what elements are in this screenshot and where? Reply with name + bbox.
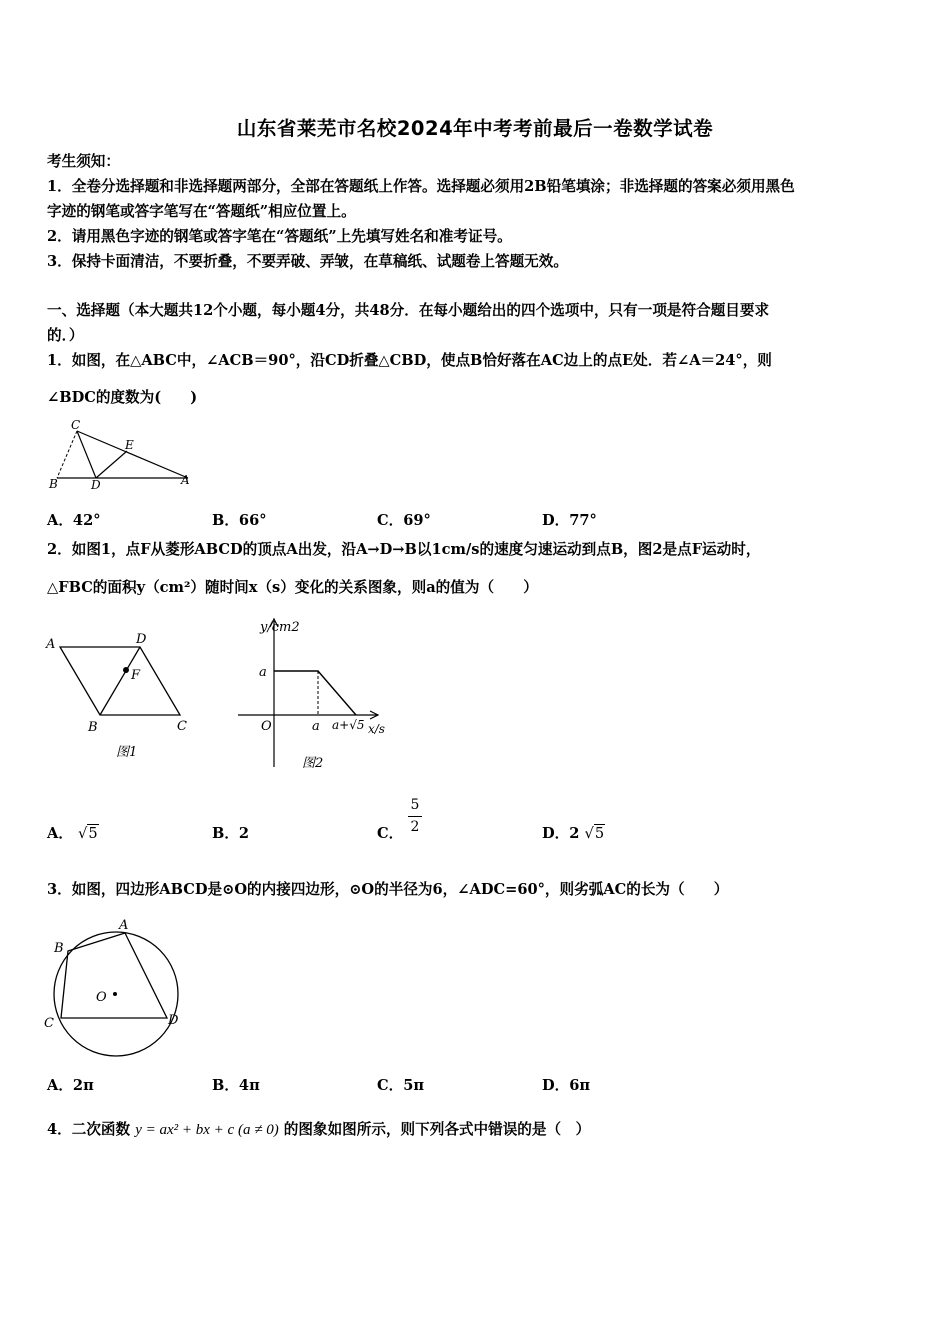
section-heading: 一、选择题（本大题共12个小题，每小题4分，共48分．在每小题给出的四个选项中，只有一项是符合题目要求 bbox=[47, 302, 770, 319]
q1-triangle-figure bbox=[45, 415, 195, 490]
q4-prefix: 4．二次函数 bbox=[47, 1121, 131, 1138]
label-d: D bbox=[136, 632, 147, 647]
segment-cb-dashed bbox=[57, 431, 77, 478]
label-a: A bbox=[181, 473, 190, 487]
q1-option-b[interactable]: B．66° bbox=[212, 512, 267, 529]
label-origin: O bbox=[261, 719, 272, 734]
q2-option-b[interactable]: B．2 bbox=[212, 825, 250, 842]
label-c: C bbox=[44, 1016, 54, 1031]
center-o bbox=[113, 992, 117, 996]
fraction-bar bbox=[408, 816, 422, 817]
notice-heading: 考生须知： bbox=[47, 153, 120, 170]
label-d: D bbox=[91, 478, 101, 490]
q2-option-d[interactable] bbox=[542, 822, 605, 843]
label-c: C bbox=[177, 719, 187, 734]
q3-stem: 3．如图，四边形ABCD是⊙O的内接四边形，⊙O的半径为6，∠ADC=60°，则劣弧AC的长为（ ） bbox=[47, 881, 729, 898]
label-c: C bbox=[71, 418, 81, 432]
q2-option-a[interactable] bbox=[47, 822, 99, 843]
q2-rhombus-figure bbox=[42, 625, 202, 765]
notice-item: 1．全卷分选择题和非选择题两部分，全部在答题纸上作答。选择题必须用2B铅笔填涂；非选择题的答案必须用黑色 bbox=[47, 178, 795, 195]
notice-item: 2．请用黑色字迹的钢笔或答字笔在“答题纸”上先填写姓名和准考证号。 bbox=[47, 228, 512, 245]
label-o: O bbox=[96, 990, 107, 1005]
label-a: A bbox=[119, 918, 129, 933]
label-a-x: a bbox=[312, 719, 320, 734]
q2-stem: 2．如图1，点F从菱形ABCD的顶点A出发，沿A→D→B以1cm/s的速度匀速运动到点B，图2是点F运动时， bbox=[47, 541, 761, 558]
area-graph-line bbox=[274, 671, 356, 715]
q2-option-c[interactable] bbox=[377, 822, 403, 843]
label-b: B bbox=[54, 941, 64, 956]
numerator: 5 bbox=[410, 797, 420, 813]
q1-stem-cont: ∠BDC的度数为( ) bbox=[47, 389, 198, 406]
option-letter: A． bbox=[47, 825, 73, 842]
q1-option-d[interactable]: D．77° bbox=[542, 512, 597, 529]
label-d: D bbox=[168, 1013, 179, 1028]
q3-option-b[interactable]: B．4π bbox=[212, 1077, 260, 1094]
q4-stem bbox=[47, 1120, 590, 1140]
label-b: B bbox=[88, 720, 98, 735]
section-heading-cont: 的．） bbox=[47, 327, 84, 344]
q3-option-d[interactable]: D．6π bbox=[542, 1077, 591, 1094]
notice-item: 3．保持卡面清洁，不要折叠，不要弄破、弄皱，在草稿纸、试题卷上答题无效。 bbox=[47, 253, 568, 270]
label-e: E bbox=[125, 438, 134, 452]
fraction-5-over-2 bbox=[408, 797, 422, 835]
q1-option-a[interactable]: A．42° bbox=[47, 512, 101, 529]
q1-stem: 1．如图，在△ABC中，∠ACB＝90°，沿CD折叠△CBD，使点B恰好落在AC边上的点E处．若∠A＝24°，则 bbox=[47, 352, 772, 369]
caption-fig1: 图1 bbox=[116, 745, 138, 760]
sqrt-expression: √5 bbox=[78, 825, 98, 842]
q3-circle-figure bbox=[40, 912, 190, 1062]
page-title: 山东省莱芜市名校2024年中考考前最后一卷数学试卷 bbox=[236, 117, 714, 140]
label-a-plus-root5: a+√5 bbox=[332, 718, 365, 732]
sqrt-expression: √5 bbox=[584, 825, 605, 842]
q3-option-c[interactable]: C．5π bbox=[377, 1077, 425, 1094]
label-a: A bbox=[46, 637, 56, 652]
q2-stem-cont: △FBC的面积y（cm²）随时间x（s）变化的关系图象，则a的值为（ ） bbox=[47, 579, 538, 596]
option-letter: C． bbox=[377, 825, 404, 842]
q1-option-c[interactable]: C．69° bbox=[377, 512, 431, 529]
point-f bbox=[123, 667, 129, 673]
radicand: 5 bbox=[594, 825, 605, 842]
label-x-axis: x/s bbox=[368, 722, 385, 736]
q3-option-a[interactable]: A．2π bbox=[47, 1077, 94, 1094]
notice-item: 字迹的钢笔或答字笔写在“答题纸”相应位置上。 bbox=[47, 203, 356, 220]
quadratic-formula: y = ax² + bx + c (a ≠ 0) bbox=[135, 1122, 279, 1138]
label-f: F bbox=[131, 668, 141, 683]
label-b: B bbox=[49, 477, 58, 490]
option-prefix: D．2 bbox=[542, 825, 580, 842]
label-a-y: a bbox=[259, 665, 267, 680]
label-y-axis: y/cm2 bbox=[260, 620, 300, 635]
segment-de bbox=[96, 451, 127, 478]
caption-fig2: 图2 bbox=[302, 756, 324, 771]
q4-suffix: 的图象如图所示，则下列各式中错误的是（ ） bbox=[283, 1121, 591, 1138]
denominator: 2 bbox=[410, 819, 420, 835]
q2-graph-figure bbox=[232, 615, 392, 775]
radicand: 5 bbox=[88, 825, 98, 842]
